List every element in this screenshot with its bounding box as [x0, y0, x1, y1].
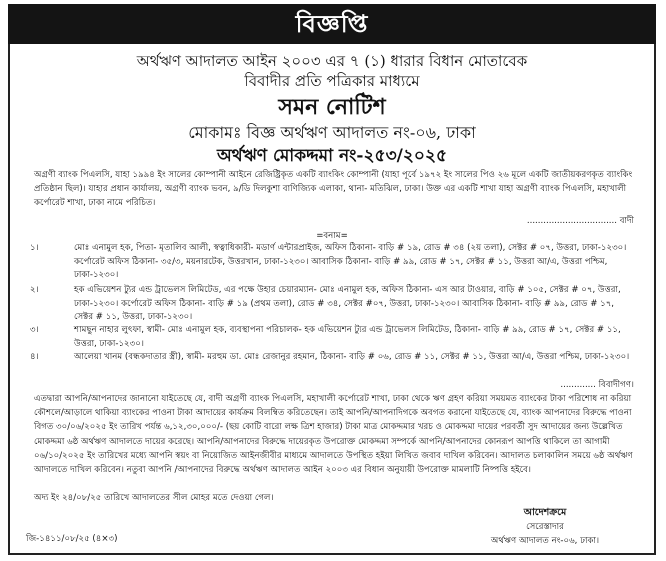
publication-reference: জি-১৪১১/০৮/২৫ (৪×৩): [26, 534, 118, 544]
defendant-number: ৩।: [30, 325, 39, 335]
signature-title: সেরেস্তাদার: [526, 522, 564, 532]
publication-line: বিবাদীর প্রতি পত্রিকার মাধ্যমে: [244, 72, 420, 90]
signature-court: অর্থঋণ আদালত নং-০৬, ঢাকা।: [490, 536, 600, 546]
defendant-number: ১।: [30, 243, 39, 253]
notice-body: এতদ্বারা আপনি/আপনাদের জানানো যাইতেছে যে, বাদী অগ্রণী ব্যাংক পিএলসি, মহাখালী কর্পোরেট শাখা, ঢাকা থেকে ঋণ গ্রহণ করিয়া সময়মত ব্যাংকের টাকা পরিশোধ না করিয়া কৌশলে/আড়ালে থাকিয়া ব্যাংকের পাওনা টাকা আদায়ের কার্যক্রম বিলম্বিত করিতেছেন। তাই আপনি/আপনাদিগকে অবগত করানো যাইতেছে যে, ব্যাংক আপনাদের বিরুদ্ধে পাওনা বিগত ৩০/০৬/২০২৫ ইং তারিখ পর্যন্ত ৬,১২,৩০,০০০/- (ছয় কোটি বারো লক্ষ ত্রিশ হাজার) টাকা মাত্র মোকদ্দমার খরচ ও মোকদ্দমা দায়ের পরবর্তী সুদ আদায়ের জন্য উল্লেখিত মোকদ্দমা ৬ষ্ঠ অর্থঋণ আদালতে দায়ের করেছে। আপনি/আপনাদের বিরুদ্ধে দায়েরকৃত উপরোক্ত মোকদ্দমা সম্পর্কে আপনি/আপনাদের কোনরূপ আপত্তি থাকিলে তা আগামী ০৬/১০/২০২৫ ইং তারিখের মধ্যে আপনি স্বয়ং বা নিয়োজিত আইনজীবীর মাধ্যমে আদালতে উপস্থিত হইয়া লিখিত জবাব দাখিল করিবেন। আদালত চলাকালিন সময়ে ৬ষ্ঠ অর্থঋণ আদালতে দাখিল করিবেন। নতুবা আপনি /আপনাদের বিরুদ্ধে অর্থঋণ আদালত আইন ২০০৩ এর বিধান অনুযায়ী উপরোক্ত মামলাটি নিষ্পত্তি হইবে।: [34, 394, 633, 476]
law-reference-line: অর্থঋণ আদালত আইন ২০০৩ এর ৭ (১) ধারার বিধান মোতাবেক: [136, 52, 528, 70]
defendant-number: ৪।: [30, 352, 39, 362]
plaintiff-description: অগ্রণী ব্যাংক পিএলসি, যাহা ১৯৯৪ ইং সালের কোম্পানী আইনে রেজিষ্ট্রিকৃত একটি ব্যাংকিং কোম্পানী (যাহা পূর্বে ১৯৭২ ইং সালের পিও ২৬ মূলে একটি জাতীয়করণকৃত ব্যাংকিং প্রতিষ্ঠান ছিল)। যাহার প্রধান কার্যালয়, অগ্রণী ব্যাংক ভবন, ৯/ডি দিলকুশা বাণিজ্যিক এলাকা, থানা- মতিঝিল, ঢাকা। উক্ত এর একটি শাখা যাহা অগ্রণী ব্যাংক পিএলসি, মহাখালী কর্পোরেট শাখা, ঢাকা নামে পরিচিত।: [34, 170, 633, 209]
plaintiff-label: ................................. বাদী: [526, 216, 634, 226]
defendant-details: আলেয়া খানম (বন্ধকদাতার স্ত্রী), স্বামী- মরহুম ডা. মোঃ রেজানুর রহমান, ঠিকানা- বাড়ি # ০৬, রোড # ১১, সেক্টর # ১১, উত্তরা আ/এ, উত্তরা পশ্চিম, ঢাকা-১২৩০।: [74, 352, 630, 362]
defendant-details: মোঃ এনামুল হক, পিতা- মৃতালিব আলী, স্বত্বাধিকারী- মডার্ণ এন্টারপ্রাইজ, অফিস ঠিকানা- বাড়ি # ১৯, রোড # ৩৪ (২য় তলা), সেক্টর # ০৭, উত্তরা, ঢাকা-১২৩০। কর্পোরেট অফিস ঠিকানা- ৩৫/৩, ময়নারটেক, উত্তরখান, ঢাকা-১২৩০। আবাসিক ঠিকানা- বাড়ি # ৯৯, রোড # ১৭, সেক্টর # ১১, উত্তরা আ/এ, উত্তরা পশ্চিম, ঢাকা-১২৩০।: [74, 243, 627, 281]
issue-date-line: অদ্য ইং ২৪/০৮/২৫ তারিখে আদালতের সীল মোহর মতে দেওয়া গেল।: [34, 493, 274, 503]
court-name: মোকামঃ বিজ্ঞ অর্থঋণ আদালত নং-০৬, ঢাকা: [188, 123, 476, 142]
versus-label: =বনাম=: [316, 231, 348, 241]
signature-order: আদেশক্রমে: [523, 507, 567, 518]
defendant-number: ২।: [30, 285, 39, 295]
notice-banner: বিজ্ঞপ্তি: [8, 4, 656, 44]
defendants-label: ............. বিবাদীগণ।: [560, 380, 634, 390]
notice-title: সমন নোটিশ: [278, 94, 386, 120]
defendant-details: শামছুন নাহার লুৎফা, স্বামী- মোঃ এনামুল হক, ব্যবস্থাপনা পরিচালক- হক এভিয়েশন ট্যুর এন্ড ট্রাভেলস লিমিটেড, ঠিকানা- বাড়ি # ৯৯, রোড # ১৭, সেক্টর # ১১, উত্তরা, ঢাকা-১২৩০।: [74, 325, 621, 349]
notice-frame: [8, 4, 656, 555]
defendant-details: হক এভিয়েশন ট্যুর এন্ড ট্রাভেলস লিমিটেড, এর পক্ষে উহার চেয়ারম্যান- মোঃ এনামুল হক, অফিস ঠিকানা- এস আর টাওয়ার, বাড়ি # ১০৫, সেক্টর # ০৭, উত্তরা, ঢাকা-১২৩০। কর্পোরেট অফিস ঠিকানা- বাড়ি # ১৯ (প্রথম তলা), রোড # ৩৪, সেক্টর #০৭, উত্তরা, ঢাকা-১২৩০। আবাসিক ঠিকানা- বাড়ি # ৯৯, রোড # ১৭, সেক্টর # ১১, উত্তরা, ঢাকা-১২৩০।: [74, 285, 621, 323]
case-number: অর্থঋণ মোকদ্দমা নং-২৫৩/২০২৫: [216, 146, 448, 166]
